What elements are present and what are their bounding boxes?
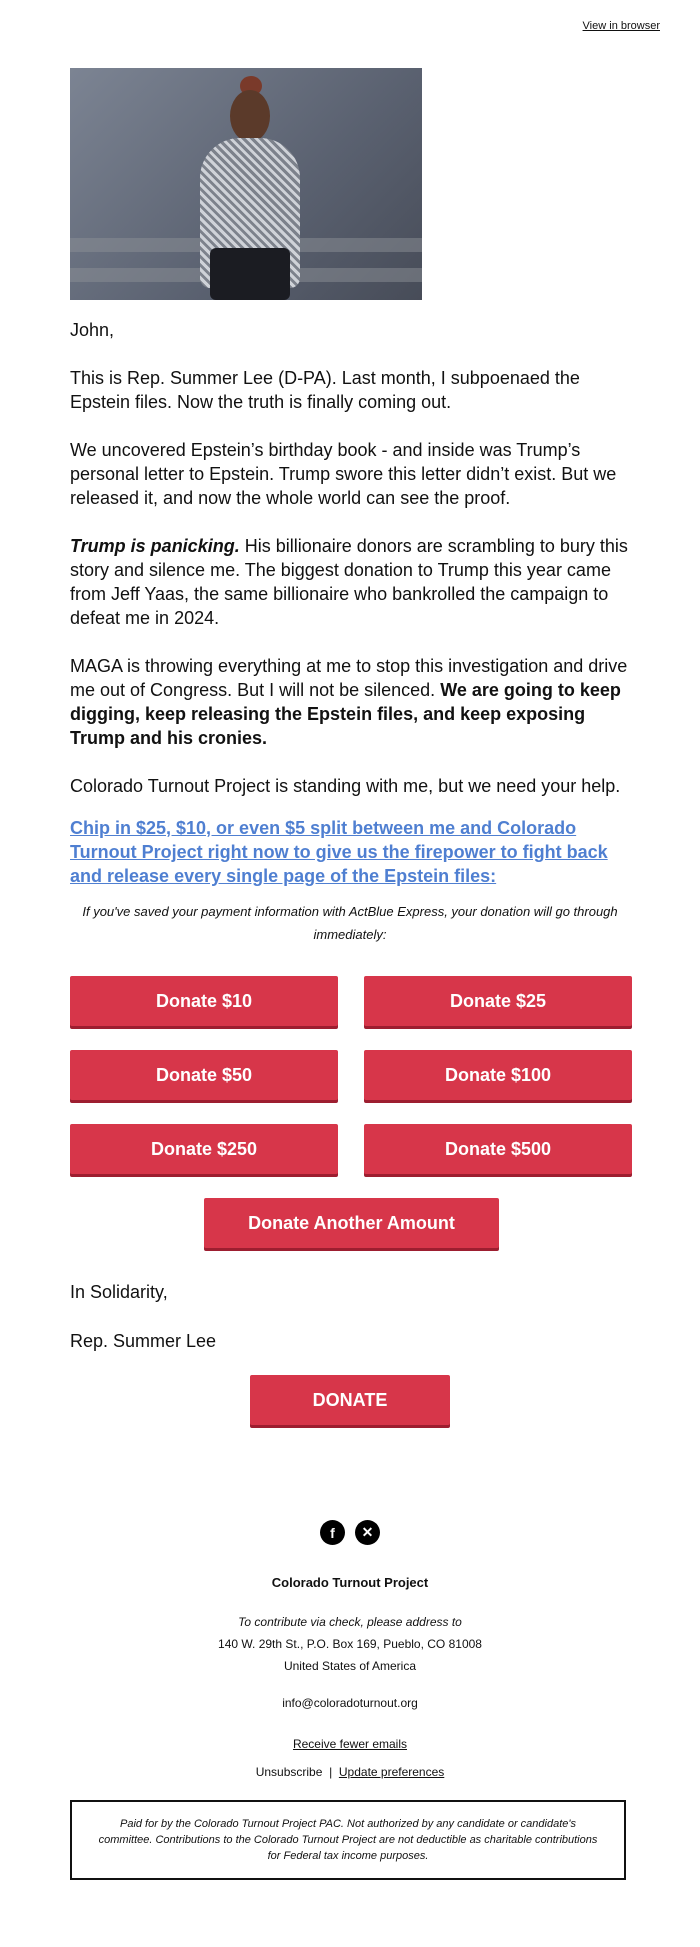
address: 140 W. 29th St., P.O. Box 169, Pueblo, CO 81008 xyxy=(218,1637,482,1651)
paragraph-1: This is Rep. Summer Lee (D-PA). Last month, I subpoenaed the Epstein files. Now the truth is finally coming out. xyxy=(70,368,580,412)
update-preferences-link[interactable]: Update preferences xyxy=(338,1765,445,1779)
greeting: John, xyxy=(70,320,115,340)
country: United States of America xyxy=(283,1659,417,1673)
donate-100-button[interactable]: Donate $100 xyxy=(364,1050,632,1100)
email: info@coloradoturnout.org xyxy=(282,1696,418,1710)
donate-cta-link[interactable]: Chip in $25, $10, or even $5 split between me and Colorado Turnout Project right now to give us the firepower to fight back and release every single page of the Epstein files: xyxy=(70,818,608,886)
hero-photo xyxy=(70,68,422,300)
paragraph-4: MAGA is throwing everything at me to stop this investigation and drive me out of Congress. But I will not be silenced. We are going to keep digging, keep releasing the Epstein files, and keep exposing Trump and his cronies. xyxy=(70,656,628,748)
paragraph-5: Colorado Turnout Project is standing with me, but we need your help. xyxy=(70,776,621,796)
donate-button[interactable]: DONATE xyxy=(250,1375,450,1425)
donate-another-amount-button[interactable]: Donate Another Amount xyxy=(204,1198,499,1248)
social-links xyxy=(320,1520,380,1545)
x-icon[interactable]: ✕ xyxy=(355,1520,380,1545)
closing: In Solidarity, xyxy=(70,1282,168,1302)
check-note: To contribute via check, please address to xyxy=(238,1615,462,1629)
donate-25-button[interactable]: Donate $25 xyxy=(364,976,632,1026)
receive-fewer-emails-link[interactable]: Receive fewer emails xyxy=(292,1737,408,1751)
org-name: Colorado Turnout Project xyxy=(271,1575,429,1590)
paid-for-disclaimer: Paid for by the Colorado Turnout Project PAC. Not authorized by any candidate or candidate's committee. Contributions to the Colorado Turnout Project are not deductible as charitable contributions for Federal tax income purposes. xyxy=(70,1800,626,1880)
letter-body xyxy=(70,318,630,946)
donate-500-button[interactable]: Donate $500 xyxy=(364,1124,632,1174)
signature-name: Rep. Summer Lee xyxy=(70,1331,217,1351)
facebook-icon[interactable]: f xyxy=(320,1520,345,1545)
paragraph-3: Trump is panicking. His billionaire donors are scrambling to bury this story and silence me. The biggest donation to Trump this year came from Jeff Yaas, the same billionaire who bankrolled the campaign to defeat me in 2024. xyxy=(70,536,628,628)
separator: | xyxy=(329,1765,333,1779)
unsubscribe-link[interactable]: Unsubscribe xyxy=(255,1765,323,1779)
actblue-note: If you've saved your payment information with ActBlue Express, your donation will go through immediately: xyxy=(82,904,618,942)
view-in-browser-link[interactable]: View in browser xyxy=(582,20,660,32)
donate-250-button[interactable]: Donate $250 xyxy=(70,1124,338,1174)
emphasis-text: Trump is panicking. xyxy=(70,536,240,556)
donate-50-button[interactable]: Donate $50 xyxy=(70,1050,338,1100)
donate-10-button[interactable]: Donate $10 xyxy=(70,976,338,1026)
paragraph-2: We uncovered Epstein’s birthday book - and inside was Trump’s personal letter to Epstein. Trump swore this letter didn’t exist. But we released it, and now the whole world can see the proof. xyxy=(70,440,617,508)
